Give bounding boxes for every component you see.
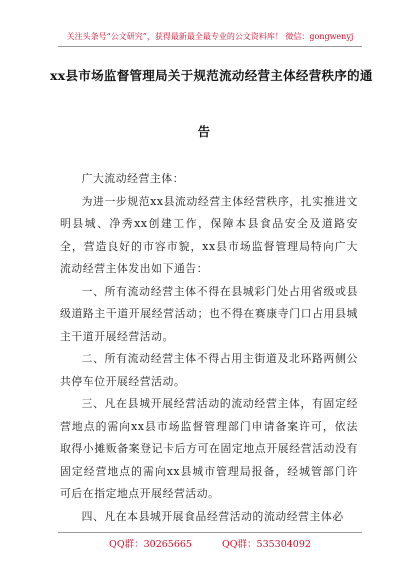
footer-qq-group-1: QQ群：30265665 [109, 539, 192, 550]
document-body [60, 168, 358, 528]
footer-qq-group-2: QQ群：535304092 [221, 539, 311, 550]
document-title-line-1: xx县市场监督管理局关于规范流动经营主体经营秩序的通 [50, 68, 373, 83]
document-title-line-2: 告 [197, 124, 211, 139]
paragraph-item-4: 四、凡在本县城开展食品经营活动的流动经营主体必 [81, 509, 344, 523]
page-footer [58, 532, 362, 550]
page-header [58, 24, 362, 47]
paragraph-item-3: 三、凡在县城开展经营活动的流动经营主体，有固定经营地点的需向xx县市场监督管理部门申请备案许可，依法取得小摊贩备案登记卡后方可在固定地点开展经营活动没有固定经营地点的需向xx县城市管理局报备，经城管部门许可后在指定地点开展经营活动。 [60, 397, 358, 500]
paragraph-item-1: 一、所有流动经营主体不得在县城彩门处占用省级或县级道路主干道开展经营活动；也不得在赛康寺门口占用县城主干道开展经营活动。 [60, 284, 358, 343]
paragraph-intro: 为进一步规范xx县流动经营主体经营秩序，扎实推进文明县城、净秀xx创建工作，保障本县食品安全及道路安全，营造良好的市容市貌，xx县市场监督管理局特向广大流动经营主体发出如下通告： [60, 194, 358, 275]
paragraph-item-2: 二、所有流动经营主体不得占用主街道及北环路两侧公共停车位开展经营活动。 [60, 352, 358, 388]
header-notice: 关注头条号“公文研究”，获得最新最全最专业的公文资料库！ 微信：gongwenyj [66, 32, 354, 41]
salutation: 广大流动经营主体： [81, 172, 185, 185]
